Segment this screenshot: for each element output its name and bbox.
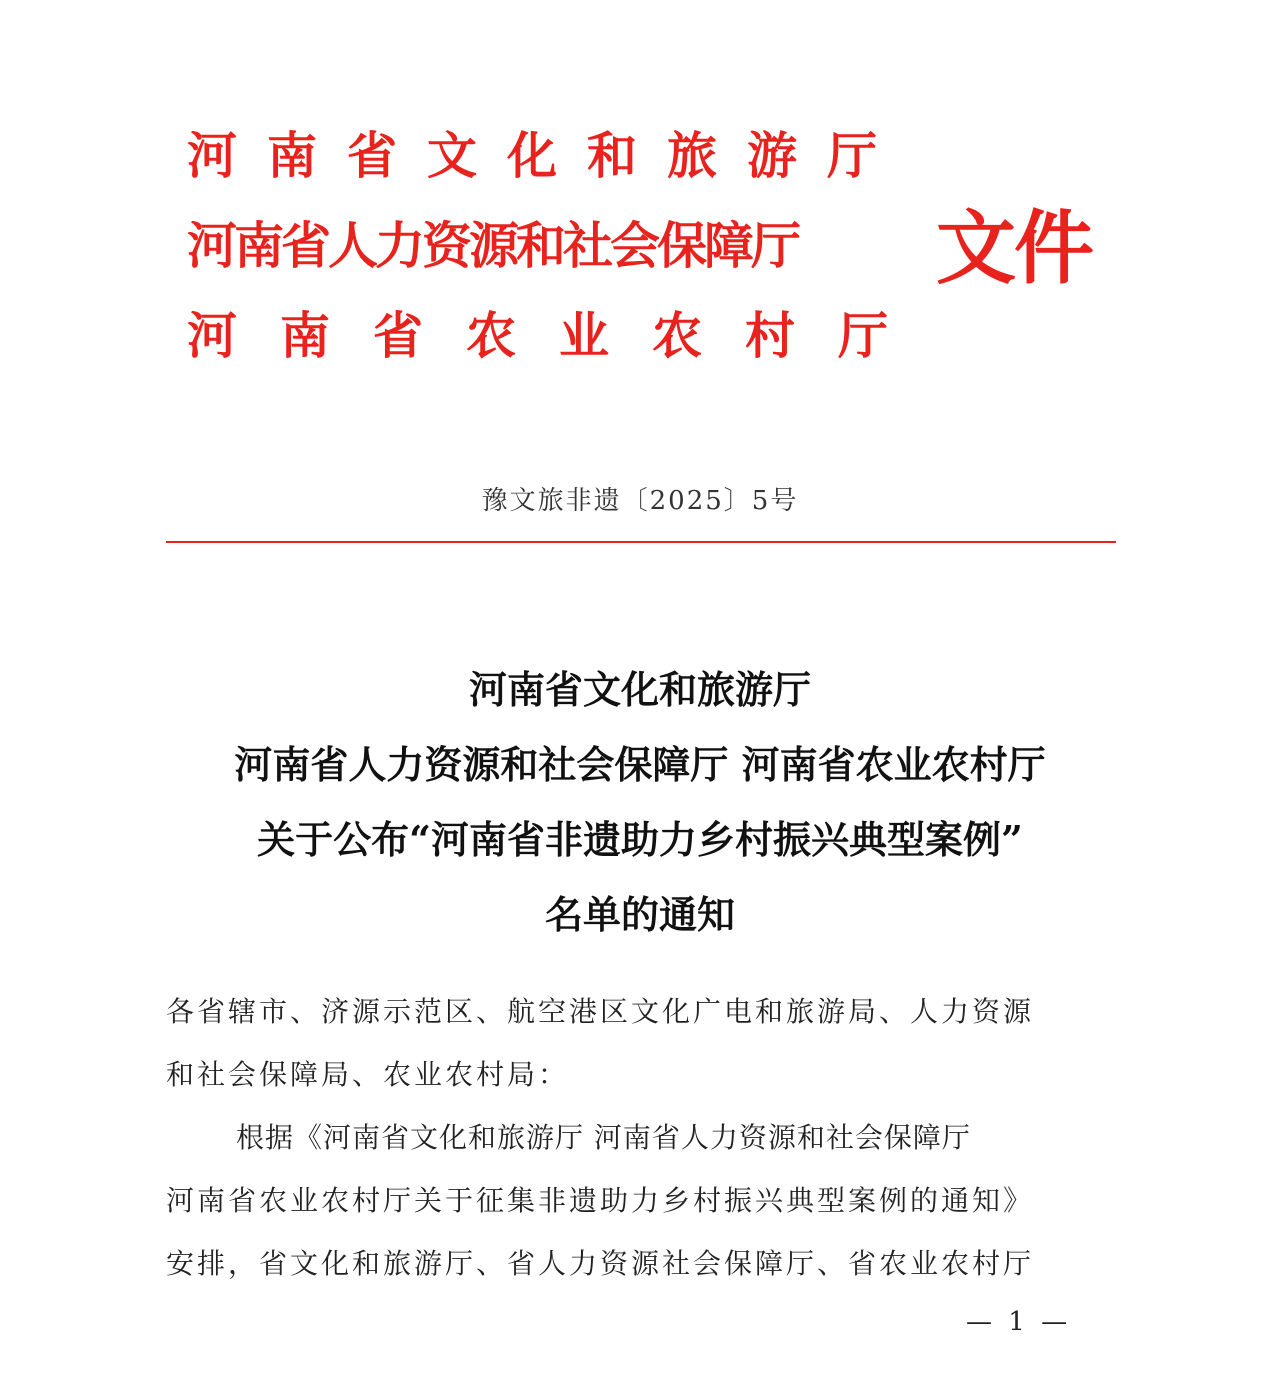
body-line-4: 河南省农业农村厅关于征集非遗助力乡村振兴典型案例的通知》 — [166, 1184, 1035, 1217]
body-line-5: 安排，省文化和旅游厅、省人力资源社会保障厅、省农业农村厅 — [166, 1247, 1035, 1280]
issuer-line-culture-tourism: 河南省文化和旅游厅 — [187, 126, 907, 185]
issuer-line-agriculture: 河南省农业农村厅 — [187, 306, 931, 365]
issuer-line-human-resources: 河南省人力资源和社会保障厅 — [187, 216, 798, 275]
body-line-3: 根据《河南省文化和旅游厅 河南省人力资源和社会保障厅 — [236, 1121, 971, 1154]
page-number: — 1 — — [966, 1307, 1072, 1337]
title-line-4: 名单的通知 — [544, 892, 735, 937]
document-type-label: 文件 — [936, 201, 1092, 295]
document-number: 豫文旅非遗〔2025〕5号 — [481, 486, 799, 516]
red-divider-line — [166, 541, 1116, 543]
body-line-1: 各省辖市、济源示范区、航空港区文化广电和旅游局、人力资源 — [166, 995, 1035, 1028]
body-line-2: 和社会保障局、农业农村局： — [166, 1058, 570, 1091]
title-line-2: 河南省人力资源和社会保障厅 河南省农业农村厅 — [234, 742, 1046, 787]
title-line-3: 关于公布“河南省非遗助力乡村振兴典型案例” — [257, 817, 1023, 862]
title-line-1: 河南省文化和旅游厅 — [468, 667, 811, 712]
